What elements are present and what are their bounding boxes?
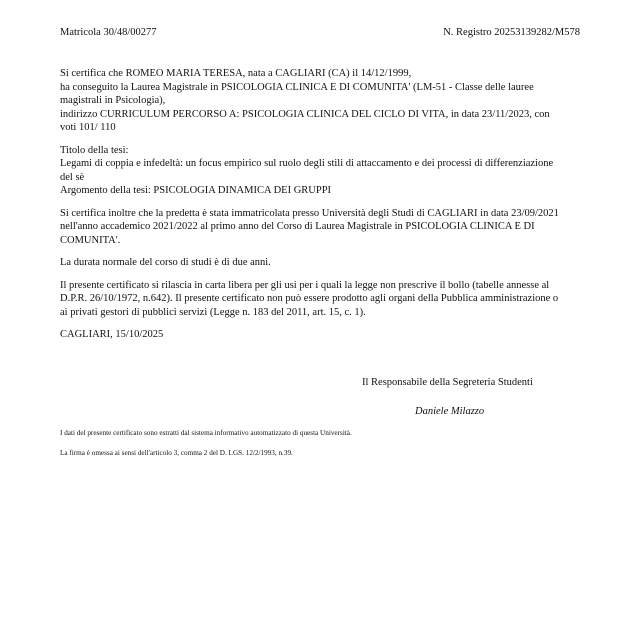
- thesis-label: Titolo della tesi:: [60, 144, 129, 156]
- registry-number: N. Registro 20253139282/M578: [443, 27, 580, 38]
- footnote-data-source: I dati del presente certificato sono estratti dal sistema informativo automatizzato di questa Università.: [60, 429, 352, 437]
- text-line: magistrali in Psicologia),: [60, 95, 166, 106]
- footnote-signature-omitted: La firma è omessa ai sensi dell'articolo 3, comma 2 del D. LGS. 12/2/1993, n.39.: [60, 449, 293, 457]
- text-line: voti 101/ 110: [60, 122, 116, 133]
- place-date: [60, 328, 580, 342]
- text-line: La durata normale del corso di studi è di due anni.: [60, 257, 271, 268]
- text-line: D.P.R. 26/10/1972, n.642). Il presente certificato non può essere prodotto agli organi della Pubblica amministrazione o: [60, 293, 559, 304]
- enrollment-paragraph: [60, 207, 580, 248]
- text-line: ha conseguito la Laurea Magistrale in PSICOLOGIA CLINICA E DI COMUNITA' (LM-51 - Classe delle lauree: [60, 81, 534, 93]
- text-line: Si certifica inoltre che la predetta è stata immatricolata presso Università degli Studi di CAGLIARI in data 23/09/2021: [60, 207, 559, 219]
- graduation-paragraph: [60, 67, 580, 135]
- place-date-text: CAGLIARI, 15/10/2025: [60, 329, 164, 340]
- thesis-paragraph: [60, 144, 580, 198]
- text-line: Il presente certificato si rilascia in carta libera per gli usi per i quali la legge non prescrive il bollo (tabelle annesse al: [60, 279, 550, 291]
- text-line: COMUNITA'.: [60, 234, 121, 246]
- certificate-body: [60, 67, 580, 351]
- legal-paragraph: [60, 279, 580, 320]
- signatory-role: Il Responsabile della Segreteria Studenti: [362, 377, 533, 388]
- matricola-number: Matricola 30/48/00277: [60, 27, 157, 38]
- signatory-name: Daniele Milazzo: [415, 406, 485, 417]
- text-line: indirizzo CURRICULUM PERCORSO A: PSICOLOGIA CLINICA DEL CICLO DI VITA, in data 23/11/2023, con: [60, 108, 550, 120]
- text-line: nell'anno accademico 2021/2022 al primo anno del Corso di Laurea Magistrale in PSICOLOGIA CLINICA E DI: [60, 221, 535, 232]
- thesis-title: Legami di coppia e infedeltà: un focus empirico sul ruolo degli stili di attaccamento e dei processi di differenziazione: [60, 158, 554, 169]
- text-line: ai privati gestori di pubblici servizi (Legge n. 183 del 2011, art. 15, c. 1).: [60, 306, 366, 318]
- text-line: Si certifica che ROMEO MARIA TERESA, nata a CAGLIARI (CA) il 14/12/1999,: [60, 68, 412, 79]
- duration-paragraph: [60, 256, 580, 270]
- thesis-argument: Argomento della tesi: PSICOLOGIA DINAMICA DEI GRUPPI: [60, 185, 332, 196]
- thesis-title: del sè: [60, 171, 85, 183]
